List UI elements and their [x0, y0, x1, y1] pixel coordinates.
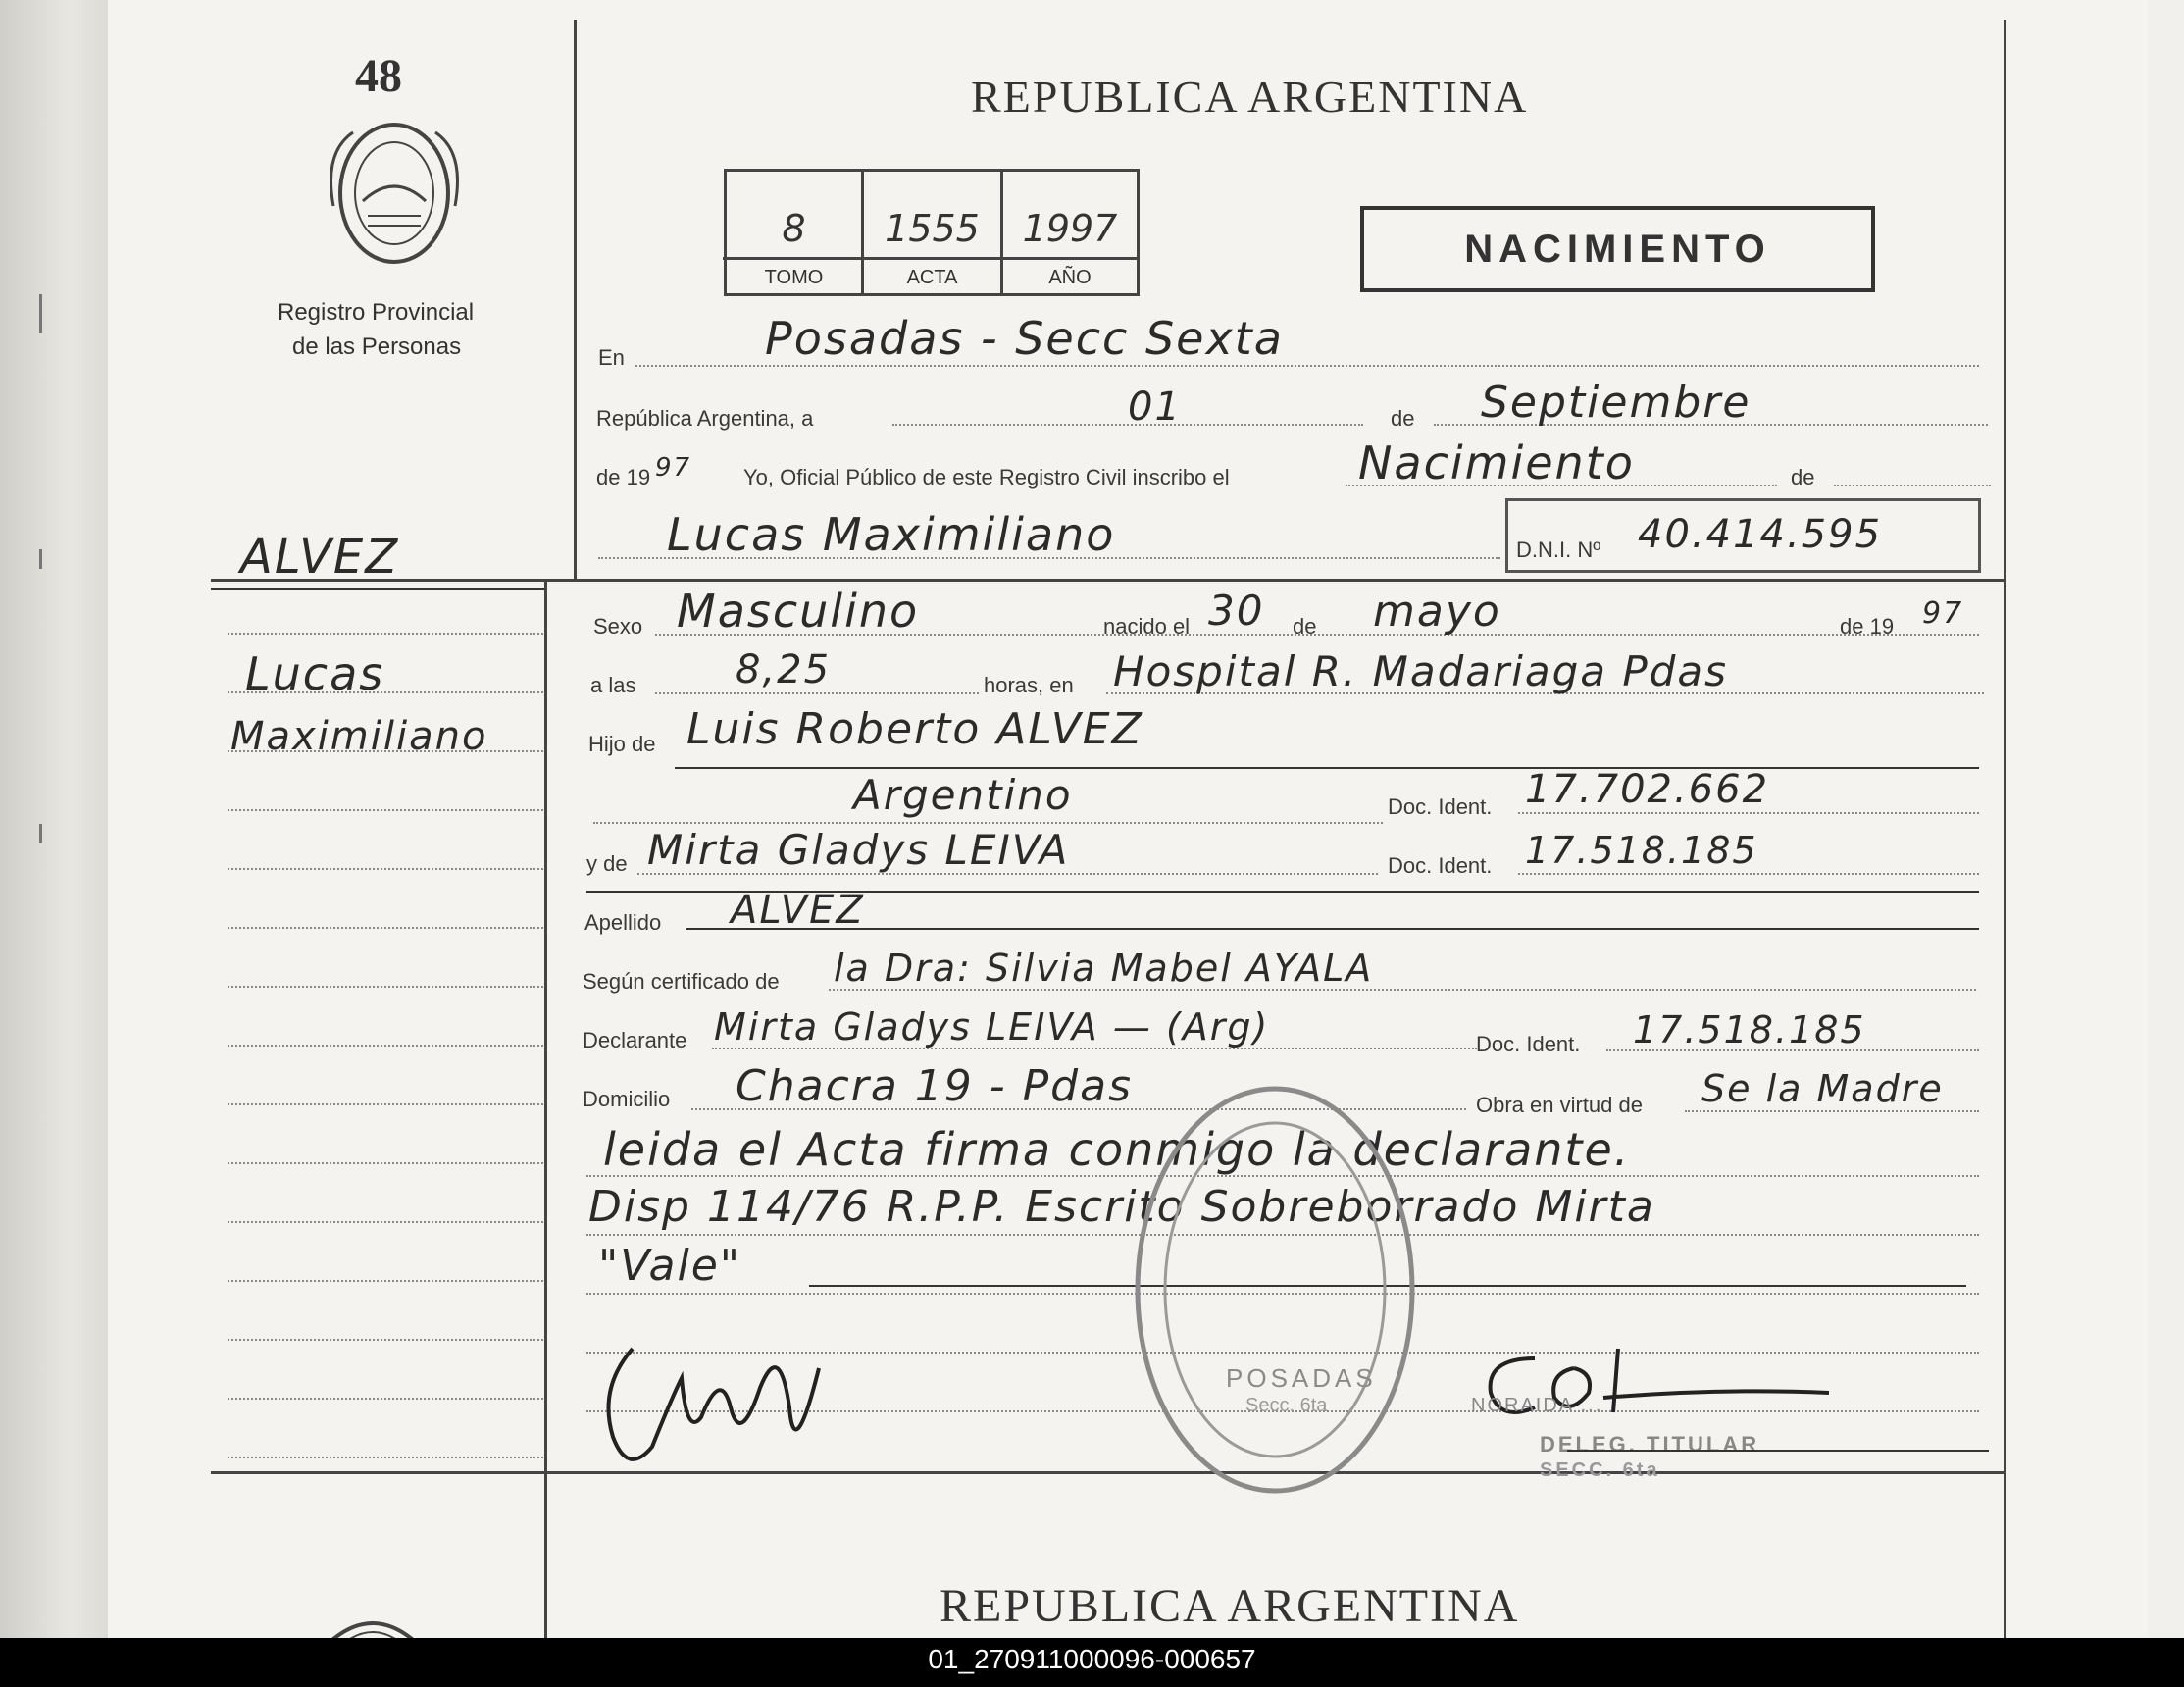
day-value: 01 — [1128, 384, 1182, 430]
nacido-year: 97 — [1922, 596, 1964, 631]
official-title1: DELEG. TITULAR — [1540, 1432, 1760, 1457]
nombre-value: Lucas Maximiliano — [667, 508, 1116, 561]
obra-line — [1685, 1110, 1979, 1112]
oficial-label: Yo, Oficial Público de este Registro Civil inscribo el — [743, 465, 1230, 489]
padre-value: Luis Roberto ALVEZ — [686, 704, 1143, 754]
padre-doc-line — [1518, 812, 1979, 814]
domicilio-label: Domicilio — [583, 1087, 671, 1111]
de3-label: de — [1293, 614, 1317, 639]
madre-value: Mirta Gladys LEIVA — [647, 826, 1070, 874]
alas-label: a las — [590, 673, 636, 697]
ref-box-rule — [723, 257, 1140, 260]
margin-line — [228, 1162, 543, 1164]
padre-nac: Argentino — [853, 771, 1073, 819]
domicilio-value: Chacra 19 - Pdas — [736, 1061, 1133, 1111]
margin-line — [228, 1339, 543, 1341]
dni-label: D.N.I. Nº — [1516, 537, 1601, 562]
registry-line2: de las Personas — [292, 333, 462, 360]
obra-label: Obra en virtud de — [1476, 1093, 1643, 1117]
padre-doc: 17.702.662 — [1525, 767, 1770, 812]
doc2-label: Doc. Ident. — [1388, 853, 1493, 878]
nacido-day: 30 — [1208, 587, 1265, 635]
nacido-label: nacido el — [1103, 614, 1191, 639]
dni-value: 40.414.595 — [1638, 512, 1883, 557]
page-number: 48 — [355, 50, 402, 102]
tomo-label: TOMO — [764, 267, 824, 288]
next-seal-icon — [314, 1609, 432, 1638]
year-value: 97 — [655, 453, 692, 483]
en-line — [635, 365, 1979, 367]
margin-name1: Lucas — [245, 647, 385, 700]
madre-doc-line — [1518, 873, 1979, 875]
obra-value: Se la Madre — [1701, 1067, 1944, 1110]
margin-line — [228, 633, 543, 635]
de1997-label: de 19 — [1840, 614, 1895, 639]
margin-line — [228, 809, 543, 811]
sexo-label: Sexo — [593, 614, 643, 639]
lugar-value: Hospital R. Madariaga Pdas — [1113, 647, 1728, 695]
madre-doc: 17.518.185 — [1525, 829, 1758, 872]
record-end-divider — [211, 1471, 2006, 1474]
margin-line — [228, 1103, 543, 1105]
anio-cell — [1000, 169, 1140, 296]
hijo-label: Hijo de — [588, 732, 656, 756]
padre-nac-line — [593, 822, 1383, 824]
book-binding — [0, 0, 118, 1638]
column-divider — [574, 20, 577, 579]
margin-line — [228, 1221, 543, 1223]
apellido-label: Apellido — [584, 910, 662, 935]
binding-mark — [39, 294, 42, 333]
hijo-line — [675, 767, 1979, 769]
binding-mark — [39, 549, 42, 569]
nota2: Disp 114/76 R.P.P. Escrito Sobreborrado Mirta — [588, 1182, 1655, 1232]
acta-label: ACTA — [906, 267, 958, 288]
apellido-line — [686, 928, 1979, 930]
stamp-sec: Secc. 6ta — [1245, 1395, 1328, 1416]
margin-surname: ALVEZ — [240, 530, 400, 585]
nota1: leida el Acta firma conmigo la declarante. — [603, 1123, 1631, 1176]
acta-cell — [861, 169, 1003, 296]
tomo-cell — [724, 169, 864, 296]
doc-type-box: NACIMIENTO — [1360, 206, 1875, 292]
provincial-seal-icon — [324, 113, 466, 275]
de2-label: de — [1791, 465, 1815, 489]
margin-line — [228, 691, 543, 693]
official-signature-icon — [1476, 1339, 1829, 1447]
margin-line — [228, 986, 543, 988]
official-stamp-icon — [1128, 1074, 1422, 1506]
apellido-value: ALVEZ — [731, 888, 865, 933]
official-sign-line — [1567, 1450, 1989, 1452]
de-label: de — [1391, 406, 1415, 431]
sexo-value: Masculino — [677, 585, 920, 638]
margin-line — [228, 1045, 543, 1047]
right-border — [2004, 20, 2006, 1638]
registry-line1: Registro Provincial — [278, 299, 475, 326]
acta-value: 1555 — [885, 207, 980, 250]
margin-line — [228, 927, 543, 929]
de19-label: de 19 — [596, 465, 651, 489]
margin-line — [228, 1398, 543, 1400]
margin-line — [228, 1280, 543, 1282]
official-name: NORAIDA ... — [1471, 1395, 1603, 1416]
next-country-title: REPUBLICA ARGENTINA — [940, 1580, 1520, 1632]
month-value: Septiembre — [1481, 378, 1752, 428]
en-value: Posadas - Secc Sexta — [765, 312, 1284, 365]
declarante-value: Mirta Gladys LEIVA — (Arg) — [714, 1005, 1270, 1048]
de2-line — [1834, 485, 1991, 486]
country-title: REPUBLICA ARGENTINA — [971, 72, 1529, 122]
margin-surname-underline — [211, 588, 544, 590]
anio-value: 1997 — [1022, 207, 1118, 250]
en-label: En — [598, 345, 625, 370]
yde-label: y de — [586, 851, 628, 876]
horas-label: horas, en — [984, 673, 1074, 697]
republica-label: República Argentina, a — [596, 406, 814, 431]
inscribo-value: Nacimiento — [1358, 436, 1635, 489]
margin-line — [228, 1457, 543, 1458]
declarante-doc: 17.518.185 — [1633, 1008, 1866, 1051]
margin-line — [228, 750, 543, 752]
hora-line — [655, 692, 979, 694]
margin-name2: Maximiliano — [230, 714, 488, 759]
nacido-month: mayo — [1373, 587, 1501, 637]
segun-value: la Dra: Silvia Mabel AYALA — [834, 946, 1374, 990]
anio-label: AÑO — [1048, 267, 1092, 288]
section-divider — [211, 579, 2006, 582]
segun-label: Según certificado de — [583, 969, 780, 994]
hora-value: 8,25 — [736, 647, 832, 692]
column-divider-lower — [544, 579, 547, 1638]
official-title2: SECC. 6ta — [1540, 1459, 1660, 1481]
declarant-signature-icon — [593, 1329, 838, 1486]
margin-line — [228, 868, 543, 870]
doc1-label: Doc. Ident. — [1388, 794, 1493, 819]
tomo-value: 8 — [782, 207, 806, 250]
stamp-city: POSADAS — [1226, 1363, 1377, 1393]
scan-id-bar: 01_270911000096-000657 — [0, 1638, 2184, 1687]
declarante-label: Declarante — [583, 1028, 687, 1052]
doc3-label: Doc. Ident. — [1476, 1032, 1581, 1056]
binding-mark — [39, 824, 42, 844]
nota3: "Vale" — [598, 1241, 742, 1291]
